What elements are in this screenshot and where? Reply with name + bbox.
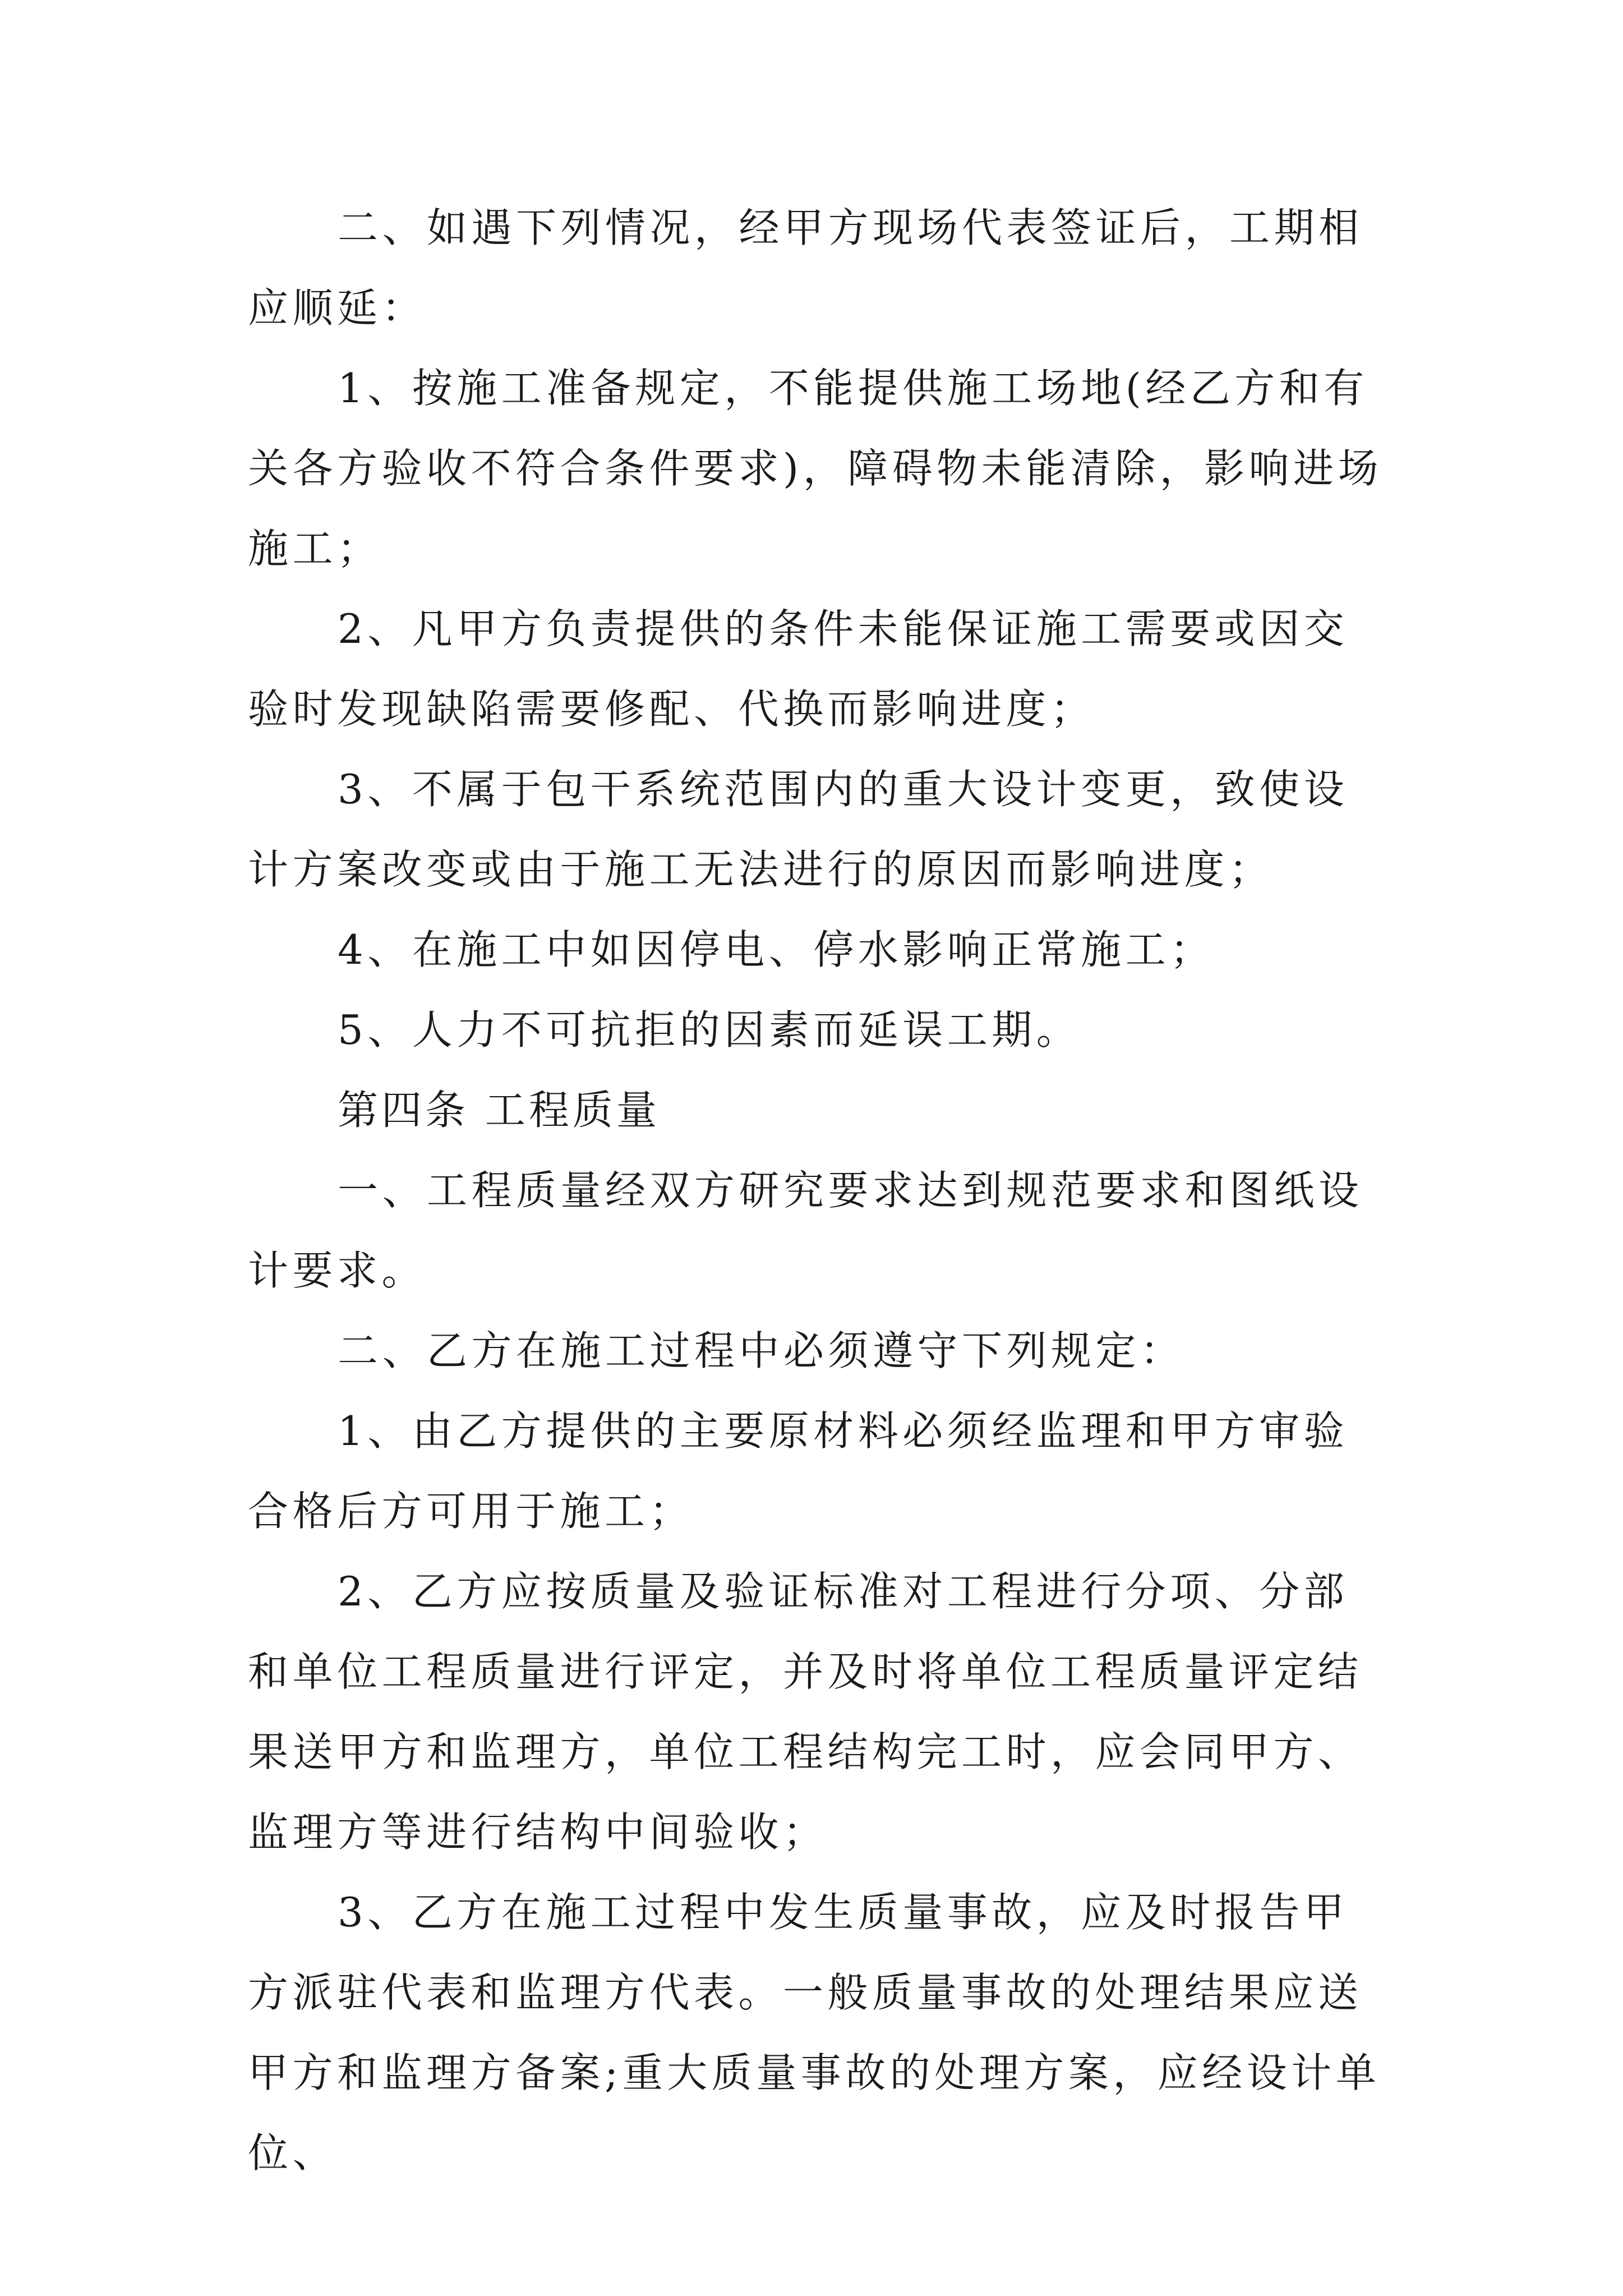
paragraph-delay-item-5: 5、人力不可抗拒的因素而延误工期。 (338, 1006, 1081, 1053)
document-body (248, 188, 1384, 2193)
paragraph-delay-item-2: 2、凡甲方负责提供的条件未能保证施工需要或因交验时发现缺陷需要修配、代换而影响进度； (248, 605, 1349, 733)
paragraph-construction-delay-intro: 二、如遇下列情况，经甲方现场代表签证后，工期相应顺延： (248, 204, 1363, 332)
section-heading-article-4: 第四条 工程质量 (338, 1087, 660, 1134)
paragraph-rule-item-2: 2、乙方应按质量及验证标准对工程进行分项、分部和单位工程质量进行评定，并及时将单位工程质量评定结果送甲方和监理方，单位工程结构完工时，应会同甲方、监理方等进行结构中间验收； (248, 1568, 1363, 1856)
paragraph-delay-item-4: 4、在施工中如因停电、停水影响正常施工； (338, 926, 1215, 973)
paragraph-rule-item-1: 1、由乙方提供的主要原材料必须经监理和甲方审验合格后方可用于施工； (248, 1407, 1349, 1535)
paragraph-delay-item-1: 1、按施工准备规定，不能提供施工场地(经乙方和有关各方验收不符合条件要求)，障碍物未能清除，影响进场施工； (248, 365, 1383, 572)
paragraph-quality-requirement: 一、工程质量经双方研究要求达到规范要求和图纸设计要求。 (248, 1167, 1363, 1294)
paragraph-contractor-rules-intro: 二、乙方在施工过程中必须遵守下列规定： (338, 1327, 1185, 1374)
paragraph-rule-item-3: 3、乙方在施工过程中发生质量事故，应及时报告甲方派驻代表和监理方代表。一般质量事故的处理结果应送甲方和监理方备案;重大质量事故的处理方案，应经设计单位、 (248, 1889, 1381, 2177)
paragraph-delay-item-3: 3、不属于包干系统范围内的重大设计变更，致使设计方案改变或由于施工无法进行的原因而影响进度； (248, 766, 1349, 893)
